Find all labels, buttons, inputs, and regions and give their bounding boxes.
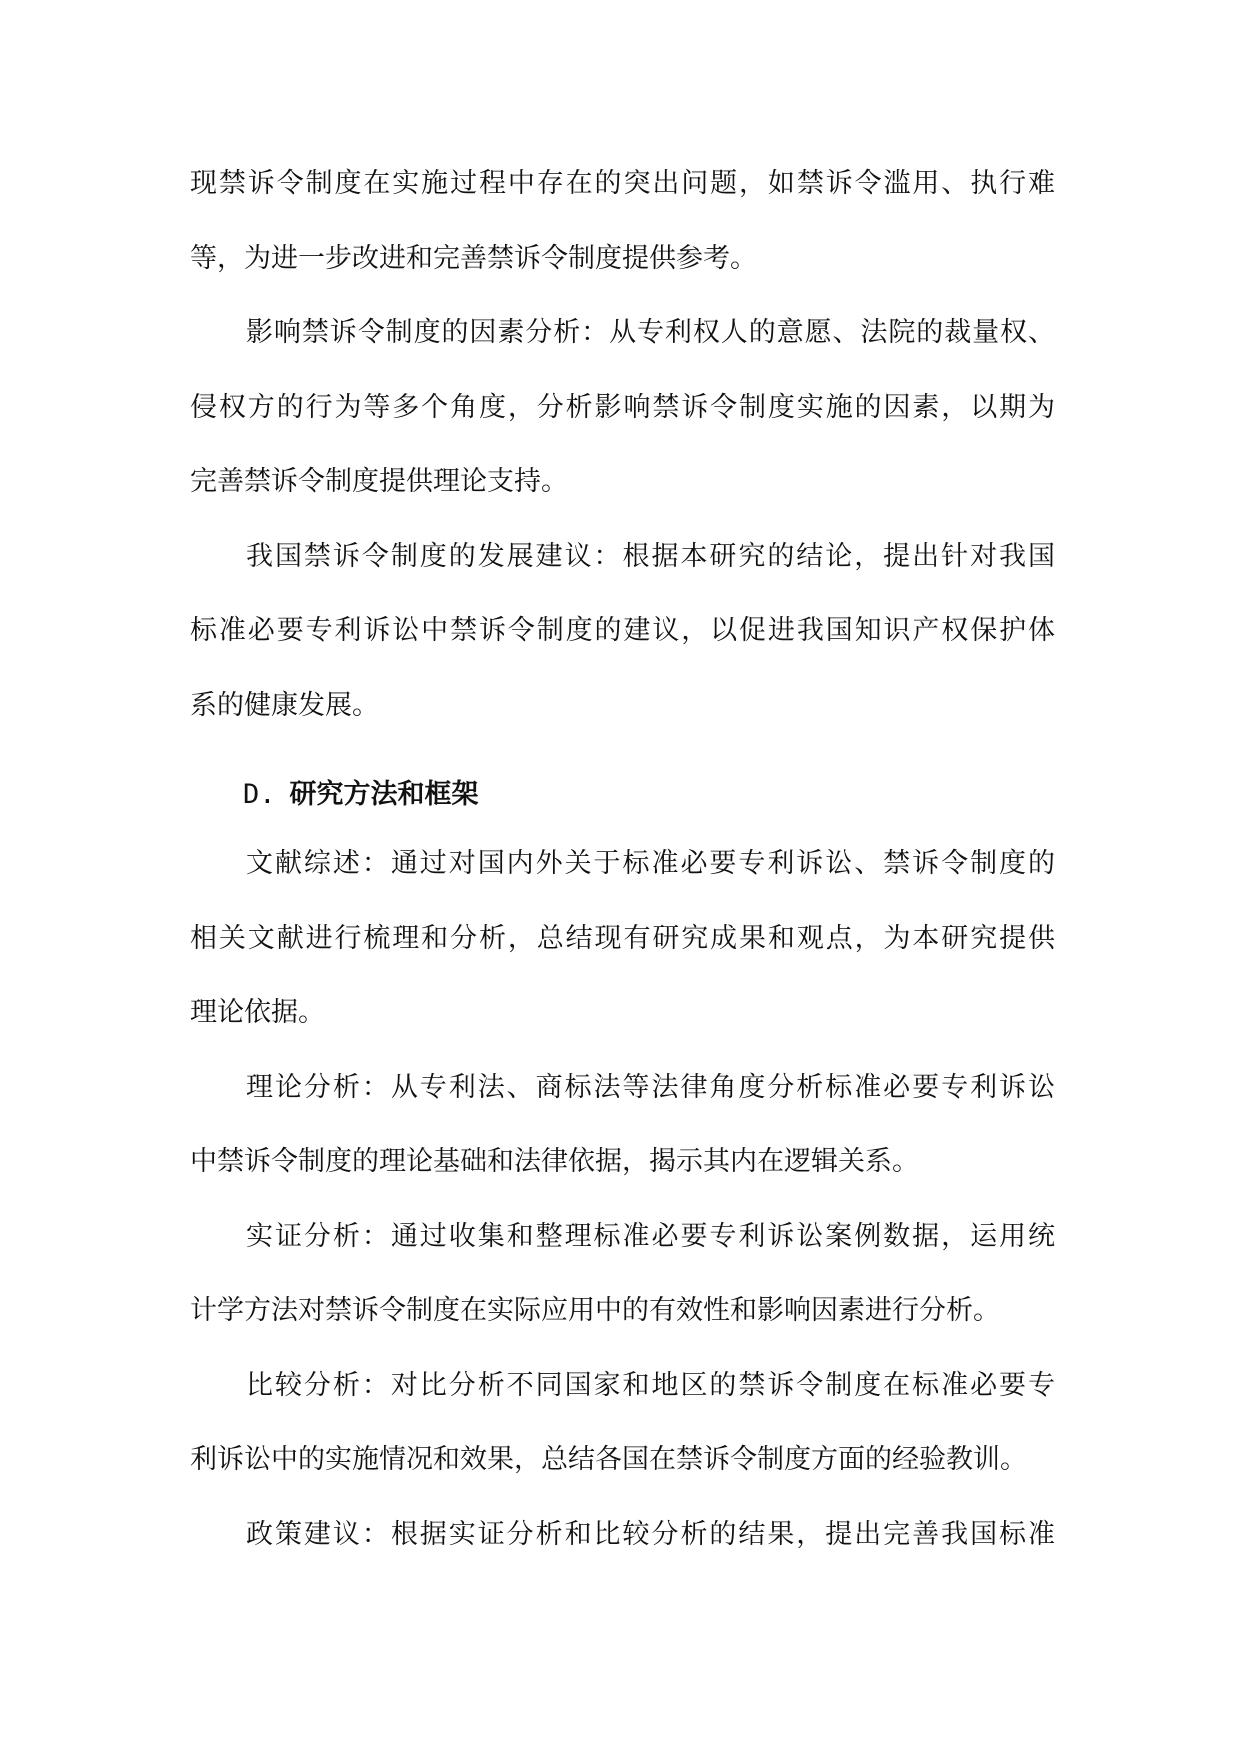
paragraphs-after-heading — [190, 827, 1055, 1572]
paragraph-line: 影响禁诉令制度的因素分析：从专利权人的意愿、法院的裁量权、 — [246, 317, 1055, 348]
paragraph-line: 我国禁诉令制度的发展建议：根据本研究的结论，提出针对我国 — [246, 540, 1055, 572]
paragraph-line: 利诉讼中的实施情况和效果，总结各国在禁诉令制度方面的经验教训。 — [190, 1444, 1027, 1475]
section-heading-title: 研究方法和框架 — [289, 779, 479, 810]
paragraph-line: 等，为进一步改进和完善禁诉令制度提供参考。 — [190, 242, 757, 274]
paragraph — [190, 1051, 1055, 1200]
paragraph-line: 比较分析：对比分析不同国家和地区的禁诉令制度在标准必要专 — [246, 1369, 1055, 1401]
paragraph-line: 理论依据。 — [190, 997, 325, 1028]
paragraph — [190, 296, 1055, 520]
paragraph-line: 相关文献进行梳理和分析，总结现有研究成果和观点，为本研究提供 — [190, 922, 1055, 954]
paragraph-line: 中禁诉令制度的理论基础和法律依据，揭示其内在逻辑关系。 — [190, 1146, 919, 1177]
paragraph — [190, 827, 1055, 1051]
paragraph-line: 侵权方的行为等多个角度，分析影响禁诉令制度实施的因素，以期为 — [190, 391, 1055, 423]
paragraph-line: 计学方法对禁诉令制度在实际应用中的有效性和影响因素进行分析。 — [190, 1295, 1000, 1326]
paragraph — [190, 147, 1055, 296]
paragraph-line: 系的健康发展。 — [190, 689, 379, 721]
paragraph — [190, 1349, 1055, 1498]
paragraphs-before-heading — [190, 147, 1055, 743]
section-heading — [190, 763, 1055, 827]
paragraph — [190, 1200, 1055, 1349]
paragraph — [190, 1498, 1055, 1573]
paragraph-line: 现禁诉令制度在实施过程中存在的突出问题，如禁诉令滥用、执行难 — [190, 168, 1055, 199]
paragraph-line: 实证分析：通过收集和整理标准必要专利诉讼案例数据，运用统 — [246, 1220, 1055, 1252]
paragraph-line: 标准必要专利诉讼中禁诉令制度的建议，以促进我国知识产权保护体 — [190, 615, 1055, 646]
document-body — [190, 147, 1055, 1572]
paragraph-line: 理论分析：从专利法、商标法等法律角度分析标准必要专利诉讼 — [246, 1071, 1055, 1103]
paragraph-line: 政策建议：根据实证分析和比较分析的结果，提出完善我国标准 — [246, 1518, 1055, 1550]
paragraph-line: 完善禁诉令制度提供理论支持。 — [190, 466, 568, 497]
paragraph — [190, 520, 1055, 744]
section-heading-marker: D. — [243, 779, 276, 810]
paragraph-line: 文献综述：通过对国内外关于标准必要专利诉讼、禁诉令制度的 — [246, 848, 1055, 879]
